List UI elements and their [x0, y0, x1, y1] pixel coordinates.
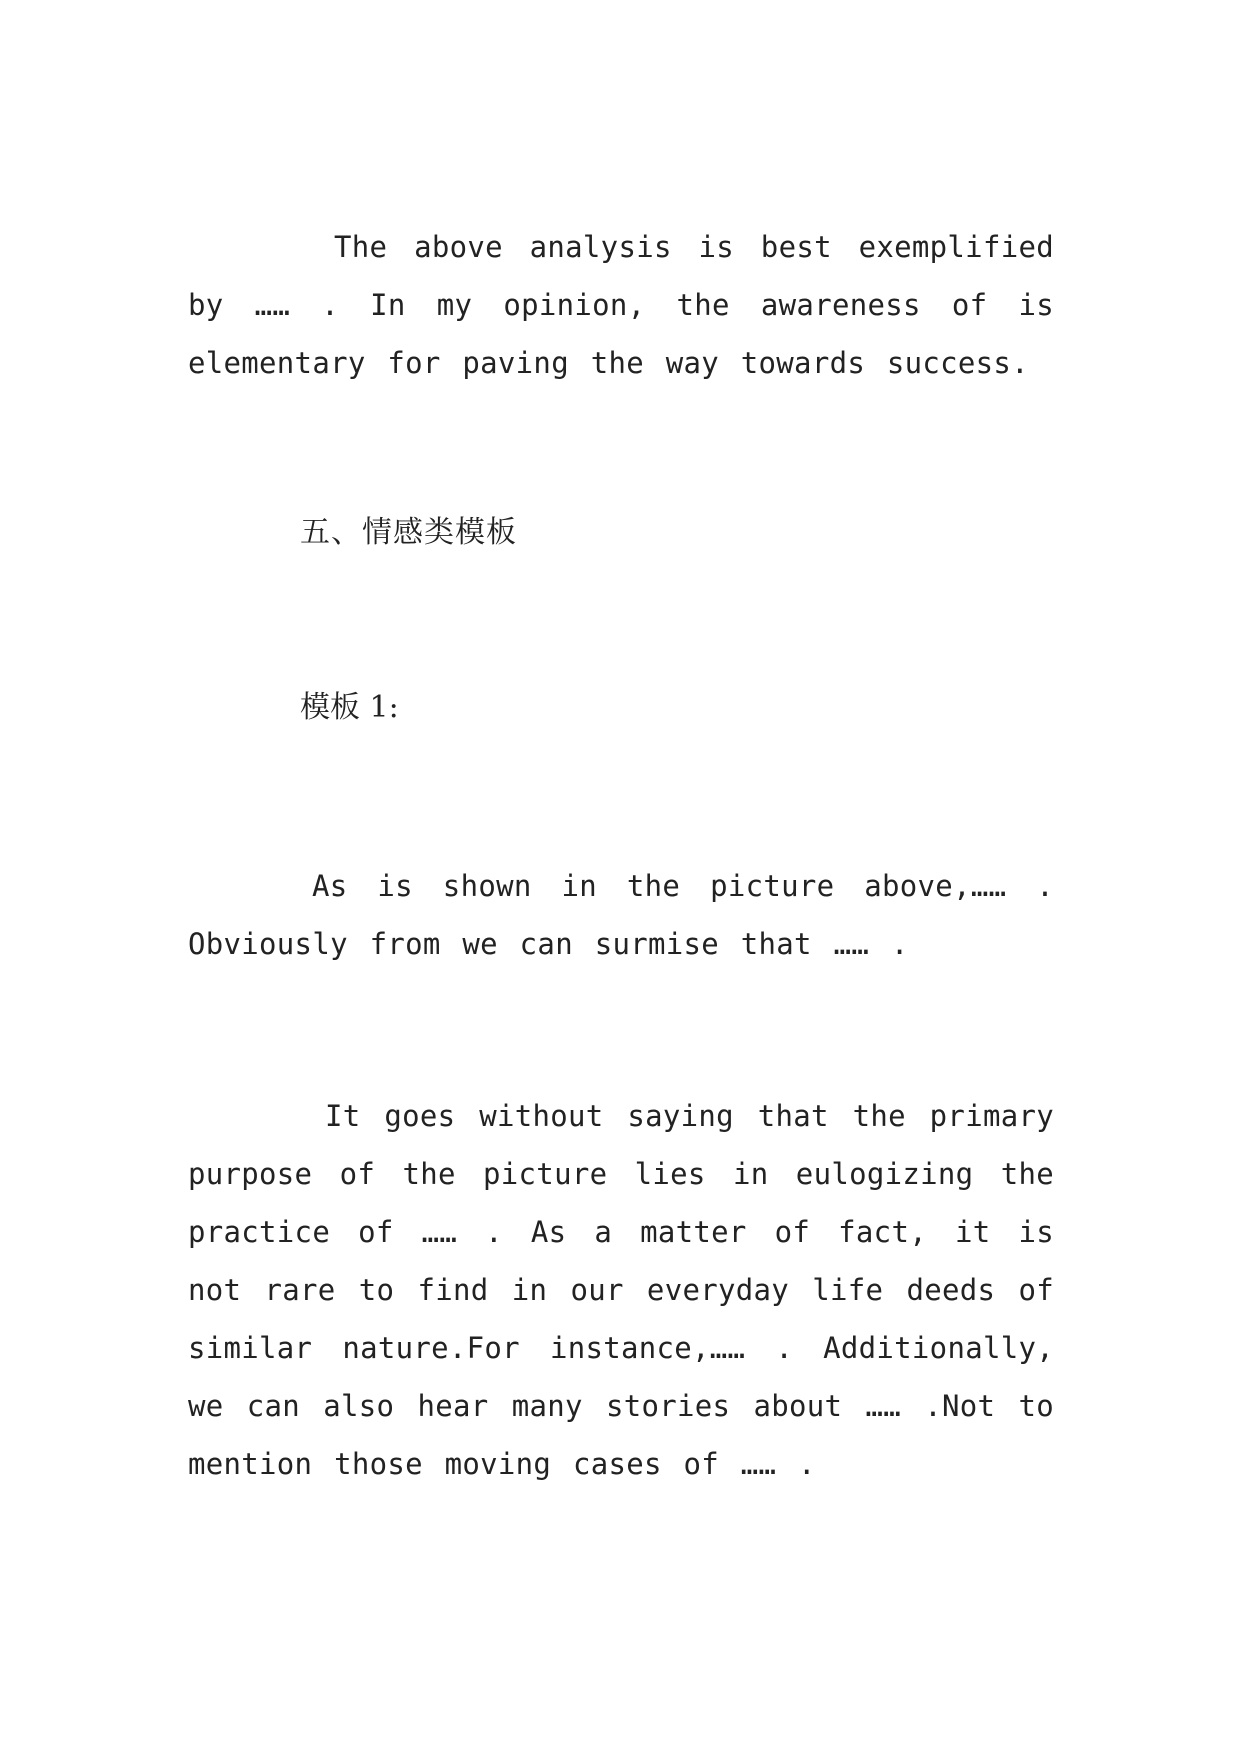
template-label: 模板 1: [300, 690, 399, 725]
section-heading: 五、情感类模板 [300, 515, 517, 550]
paragraph-picture-description: As is shown in the picture above,…… . Obviously from we can surmise that …… . [188, 869, 1054, 961]
paragraph-picture-purpose: It goes without saying that the primary purpose of the picture lies in eulogizing the practice of …… . As a matter of fact, it is not rare to find in our everyday life deeds of similar nature.For instance,…… . Additionally, we can also hear many stories about …… .Not to mention those moving cases of …… . [188, 1099, 1054, 1481]
paragraph-analysis-conclusion: The above analysis is best exemplified by …… . In my opinion, the awareness of is elementary for paving the way towards success. [188, 230, 1054, 380]
